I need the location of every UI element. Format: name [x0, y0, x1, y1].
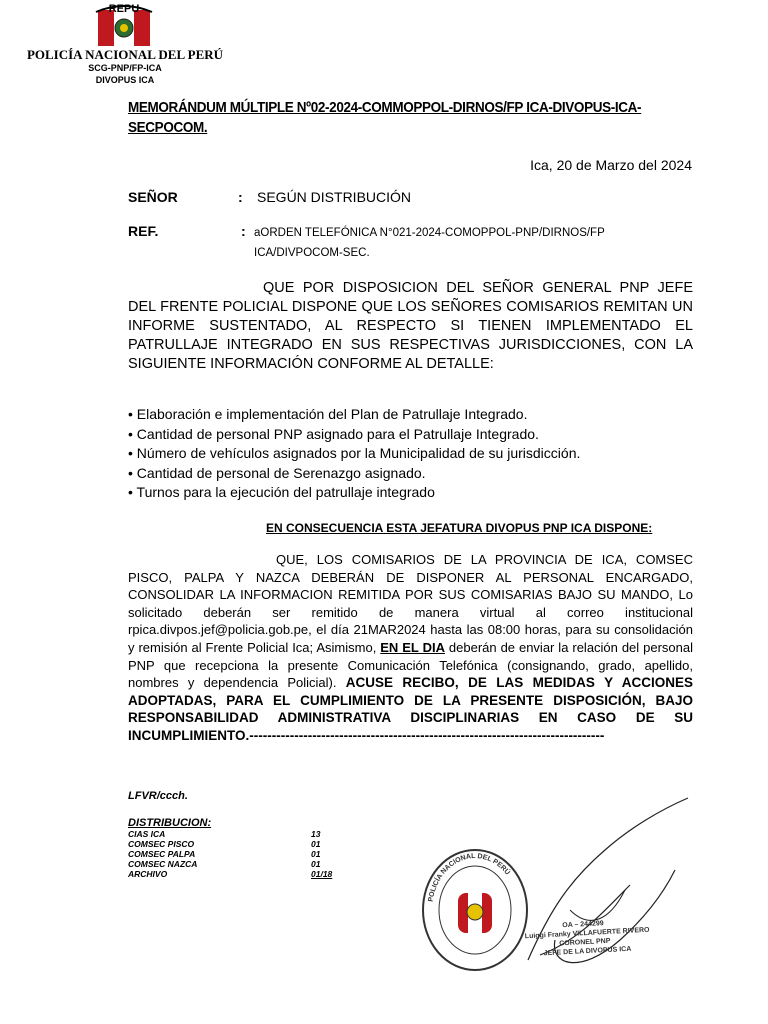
institution-subunit-1: SCG-PNP/FP-ICA — [88, 63, 162, 73]
list-item: • Cantidad de personal de Serenazgo asignado. — [128, 464, 426, 481]
memo-title: MEMORÁNDUM MÚLTIPLE Nº02-2024-COMMOPPOL-DIRNOS/FP ICA-DIVOPUS-ICA-SECPOCOM. — [128, 99, 642, 136]
signature-name: Luiggi Franky VILLAFUERTE RIVERO — [524, 926, 650, 941]
distribution-qty: 13 — [311, 829, 321, 839]
police-crest-logo — [92, 2, 156, 48]
distribution-qty: 01 — [311, 849, 321, 859]
distribution-name: COMSEC PISCO — [128, 839, 195, 849]
distribution-row — [128, 849, 332, 859]
distribution-name: ARCHIVO — [128, 869, 168, 879]
body2-dashes: ------------------------------------------------------------------------------- — [249, 727, 605, 743]
requirements-list — [128, 405, 693, 503]
distribution-qty: 01/18 — [311, 869, 333, 879]
distribution-row — [128, 869, 332, 879]
senor-label: SEÑOR — [128, 189, 178, 205]
list-item: • Turnos para la ejecución del patrullaje integrado — [128, 484, 435, 500]
signature-block — [524, 917, 651, 959]
body-paragraph-2 — [128, 551, 693, 745]
author-initials: LFVR/ccch. — [128, 790, 188, 802]
body2-part2: deberán de enviar la relación del personal PNP que recepciona la presente Comunicación Telefónica (consignando, grado, apellido, nombres y dependencia Policial). — [128, 639, 693, 691]
distribution-row — [128, 829, 332, 839]
distribution-list — [128, 829, 332, 879]
institution-name: POLICÍA NACIONAL DEL PERÚ — [26, 47, 224, 62]
logo-text: REPU — [108, 3, 140, 15]
distribution-title: DISTRIBUCION: — [128, 817, 212, 829]
dispone-heading: EN CONSECUENCIA ESTA JEFATURA DIVOPUS PNP ICA DISPONE: — [266, 521, 653, 535]
list-item: • Número de vehículos asignados por la Municipalidad de su jurisdicción. — [128, 445, 581, 461]
senor-value: SEGÚN DISTRIBUCIÓN — [257, 189, 412, 205]
signature-position: JEFE DE LA DIVOPUS ICA — [543, 945, 632, 958]
signature-id: OA – 244299 — [562, 920, 604, 930]
distribution-name: COMSEC NAZCA — [128, 859, 198, 869]
ref-value — [254, 223, 654, 263]
signature-rank: CORONEL PNP — [559, 937, 611, 948]
ref-label: REF. — [128, 223, 159, 239]
list-item: • Elaboración e implementación del Plan de Patrullaje Integrado. — [128, 406, 528, 422]
list-item: • Cantidad de personal PNP asignado para el Patrullaje Integrado. — [128, 425, 539, 442]
body-paragraph-1 — [128, 279, 693, 374]
institution-subunit-2: DIVOPUS ICA — [95, 75, 155, 85]
distribution-row — [128, 839, 332, 849]
distribution-name: CIAS ICA — [128, 829, 166, 839]
body2-bold-part: ACUSE RECIBO, DE LAS MEDIDAS Y ACCIONES ADOPTADAS, PARA EL CUMPLIMIENTO DE LA PRESENTE DISPOSICIÓN, BAJO RESPONSABILIDAD ADMINISTRATIVA DISCIPLINARIAS EN CASO DE SU INCUMPLIMIENTO. — [128, 675, 694, 743]
body-paragraph-1-text: QUE POR DISPOSICION DEL SEÑOR GENERAL PNP JEFE DEL FRENTE POLICIAL DISPONE QUE LOS SEÑORES COMISARIOS REMITAN UN INFORME SUSTENTADO, AL RESPECTO SI TIENEN IMPLEMENTADO EL PATRULLAJE INTEGRADO EN SUS RESPECTIVAS JURISDICCIONES, CON LA SIGUIENTE INFORMACIÓN CONFORME AL DETALLE: — [128, 280, 693, 372]
senor-colon: : — [238, 189, 243, 205]
ref-line-2: ICA/DIVPOCOM-SEC. — [254, 247, 370, 259]
ref-line-1: aORDEN TELEFÓNICA N°021-2024-COMOPPOL-PNP/DIRNOS/FP — [254, 227, 605, 239]
memo-date: Ica, 20 de Marzo del 2024 — [530, 157, 692, 173]
distribution-qty: 01 — [311, 839, 321, 849]
body2-highlight: EN EL DIA — [380, 639, 445, 655]
distribution-row — [128, 859, 332, 869]
body2-part1: QUE, LOS COMISARIOS DE LA PROVINCIA DE ICA, COMSEC PISCO, PALPA Y NAZCA DEBERÁN DE DISPONER AL PERSONAL ENCARGADO, CONSOLIDAR LA INFORMACION REMITIDA POR SUS COMISARIAS BAJO SU MANDO, Lo solicitado deberán ser remitido de manera virtual al correo institucional rpica.divpos.jef@policia.gob.pe, el día 21MAR2024 hasta las 08:00 horas, para su consolidación y remisión al Frente Policial Ica; Asimismo, — [128, 552, 693, 655]
stamp-text: POLICÍA NACIONAL DEL PERÚ — [427, 852, 511, 903]
distribution-qty: 01 — [311, 859, 321, 869]
distribution-name: COMSEC PALPA — [128, 849, 196, 859]
ref-colon: : — [241, 223, 246, 239]
